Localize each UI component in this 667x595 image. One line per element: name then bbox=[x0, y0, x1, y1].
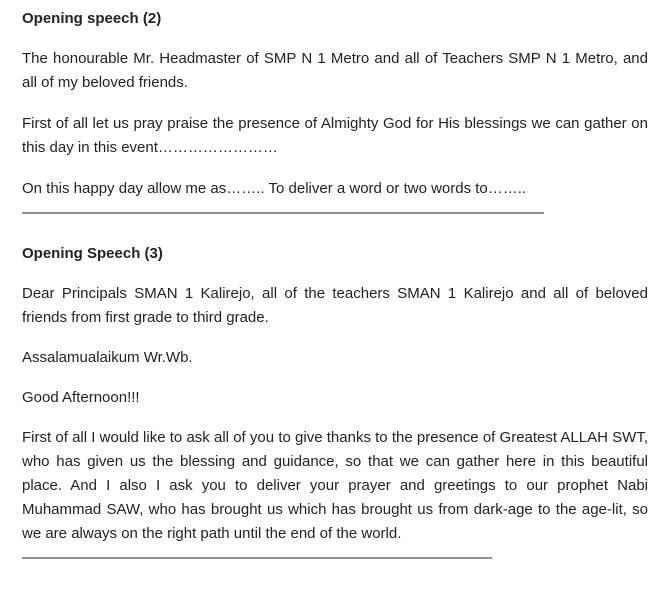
paragraph-good-afternoon: Good Afternoon!!! bbox=[22, 389, 140, 406]
divider-line: ———————————————————————————————————— bbox=[22, 549, 490, 566]
section-heading-opening-speech-2: Opening speech (2) bbox=[22, 10, 162, 27]
paragraph-thanks: First of all I would like to ask all of you to give thanks to the presence of Greatest ALLAH SWT, who has given us the blessing and guidance, so that we can gather here in this beautiful place. And I also I ask you to deliver your prayer and greetings to our prophet Nabi Muhammad SAW, who has brought us which has brought us from dark-age to the age-lit, so we are always on the right path until the end of the world. bbox=[22, 429, 648, 542]
paragraph-greeting: The honourable Mr. Headmaster of SMP N 1 Metro and all of Teachers SMP N 1 Metro, and all of my beloved friends. bbox=[22, 50, 648, 91]
paragraph-dear-principals: Dear Principals SMAN 1 Kalirejo, all of the teachers SMAN 1 Kalirejo and all of beloved friends from first grade to third grade. bbox=[22, 285, 648, 326]
divider-line: ———————————————————————————————————————— bbox=[22, 204, 542, 221]
section-heading-opening-speech-3: Opening Speech (3) bbox=[22, 245, 163, 262]
paragraph-happy-day: On this happy day allow me as…….. To deliver a word or two words to…….. bbox=[22, 180, 527, 197]
paragraph-praise: First of all let us pray praise the presence of Almighty God for His blessings we can gather on this day in this event…………………… bbox=[22, 115, 648, 156]
article-body bbox=[22, 7, 648, 570]
paragraph-salam: Assalamualaikum Wr.Wb. bbox=[22, 349, 193, 366]
